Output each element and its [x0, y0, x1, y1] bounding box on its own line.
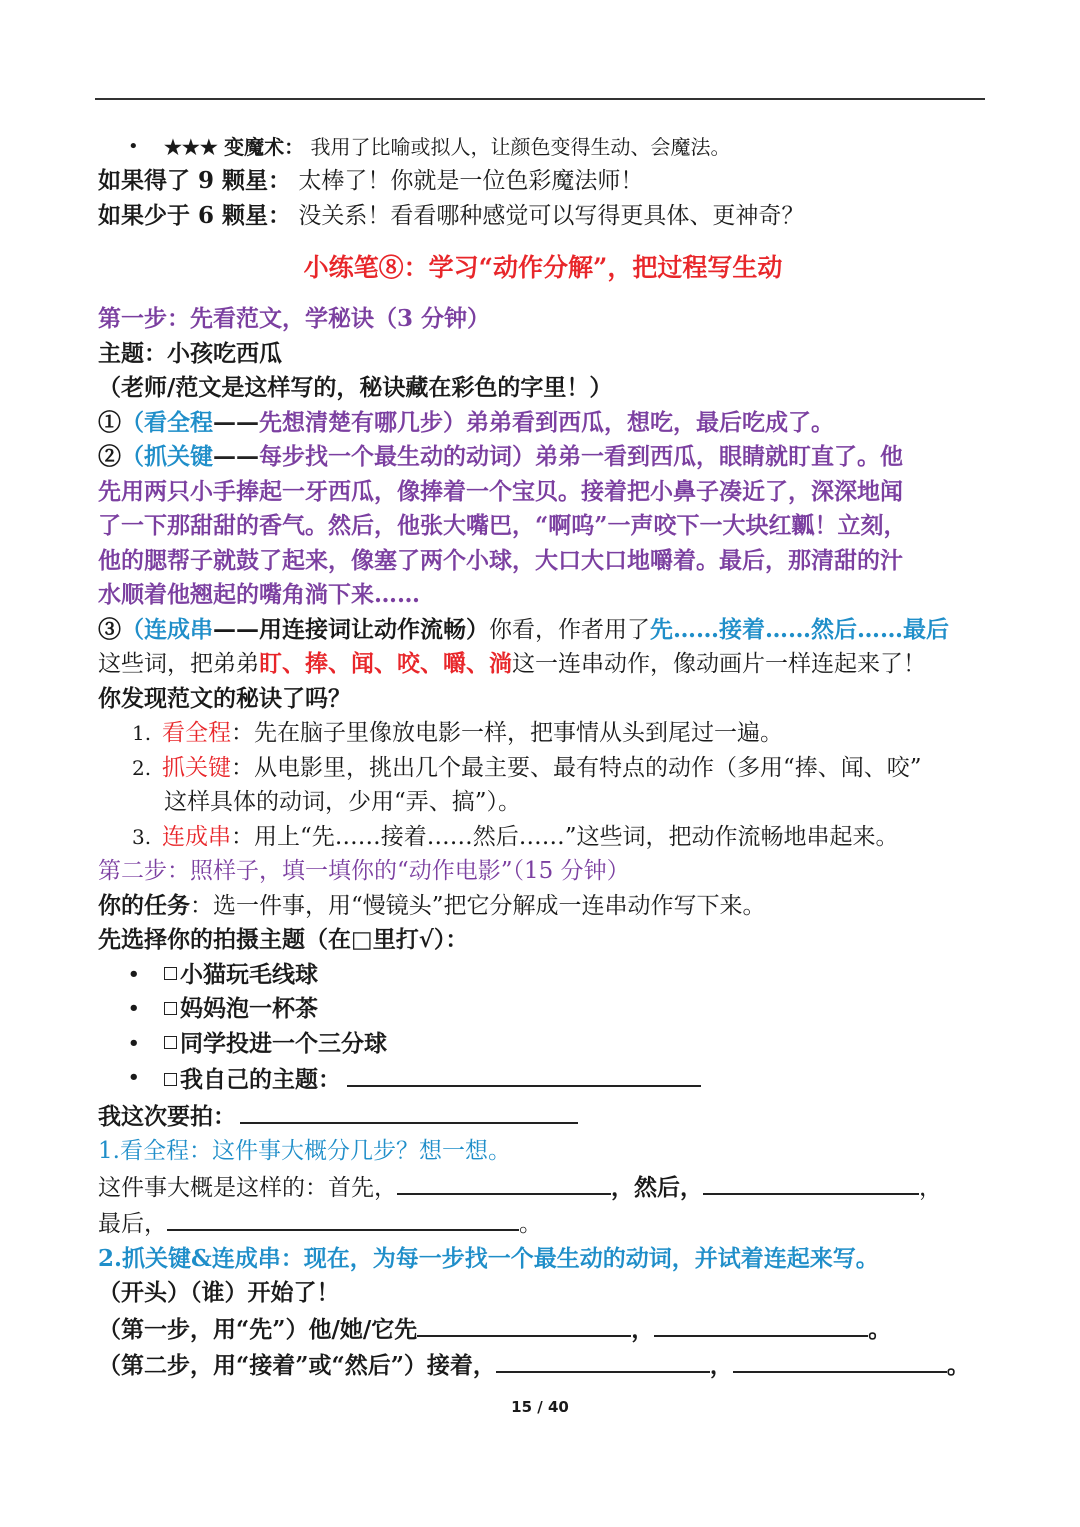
p1-close: ） [443, 408, 466, 436]
p2-open: （ [121, 443, 144, 470]
step2-blank-a[interactable] [496, 1347, 710, 1373]
rating-text: 我用了比喻或拟人，让颜色变得生动、会魔法。 [310, 135, 731, 159]
option-basketball[interactable] [98, 1027, 988, 1062]
secret-text: ：用上“先……接着……然后……”这些词，把动作流畅地串起来。 [231, 823, 899, 850]
choose-theme-line: 先选择你的拍摄主题（在□里打√）： [98, 926, 469, 953]
p1-text: 弟弟看到西瓜，想吃，最后吃成了。 [466, 408, 834, 436]
p3-open: （ [121, 615, 144, 643]
sub2-comma: ， [631, 1315, 655, 1343]
if6-label: 如果少于 6 颗星： [98, 201, 292, 229]
p2-line: 他的腮帮子就鼓了起来，像塞了两个小球，大口大口地嚼着。最后，那清甜的汁 [98, 546, 903, 574]
sub2-first [98, 1311, 988, 1348]
step1-theme: 主题：小孩吃西瓜 [98, 339, 282, 367]
step2-heading: 第二步：照样子，填一填你的“动作电影”（15 分钟） [98, 858, 630, 884]
p3-text3: 这一连串动作，像动画片一样连起来了！ [512, 651, 926, 677]
secret-item-3 [98, 820, 988, 855]
step2-blank-b[interactable] [733, 1347, 947, 1373]
p2-hint: 每步找一个最生动的动词 [259, 443, 512, 470]
sub2-second [98, 1347, 988, 1384]
p1-hint: 先想清楚有哪几步 [259, 408, 443, 436]
option-own[interactable] [98, 1061, 988, 1098]
secret-key: 连成串 [162, 823, 231, 850]
p3-text1: 你看，作者用了 [489, 616, 650, 643]
secret-key: 看全程 [162, 720, 231, 746]
worksheet-page [98, 130, 988, 1384]
page-title: 小练笔⑧：学习“动作分解”，把过程写生动 [303, 253, 783, 282]
if9-text: 太棒了！你就是一位色彩魔法师！ [298, 168, 644, 194]
sub2-comma: ， [709, 1352, 733, 1379]
sample-p2 [98, 440, 988, 475]
sub2-first-label: （第一步，用“先”）他/她/它先 [98, 1315, 418, 1343]
last-blank[interactable] [167, 1205, 519, 1231]
rating-line-magic [98, 130, 988, 164]
then-blank[interactable] [703, 1169, 919, 1195]
option-tea[interactable] [98, 992, 988, 1027]
secret-key: 抓关键 [162, 754, 231, 781]
secret-text: ：从电影里，挑出几个最主要、最有特点的动作（多用“捧、闻、咬” [231, 754, 922, 781]
first-blank[interactable] [397, 1169, 611, 1195]
secret-item-2-cont: 这样具体的动词，少用“弄、搞”）。 [164, 789, 522, 815]
checkbox-icon[interactable] [164, 967, 177, 980]
sample-p3-cont [98, 647, 988, 682]
stars: ★★★ [164, 135, 218, 159]
option-label: 妈妈泡一杯茶 [180, 995, 318, 1022]
secret-num: 1. [132, 721, 152, 745]
sub2-heading: 2.抓关键&连成串：现在，为每一步找一个最生动的动词，并试着连起来写。 [98, 1244, 879, 1272]
secret-question: 你发现范文的秘诀了吗？ [98, 684, 351, 712]
secret-num: 3. [132, 824, 152, 849]
sub2-period: 。 [946, 1352, 970, 1379]
sub1-last: 最后， [98, 1211, 167, 1237]
sub1-period: 。 [519, 1211, 542, 1237]
p3-hint: 用连接词让动作流畅 [259, 615, 466, 643]
step1-blank-a[interactable] [417, 1311, 631, 1337]
sub1-comma: ， [919, 1174, 942, 1201]
option-label: 同学投进一个三分球 [180, 1029, 387, 1057]
p2-key: 抓关键 [144, 443, 213, 470]
shoot-line [98, 1098, 988, 1135]
secret-item-2 [98, 751, 988, 786]
p3-verbs: 盯、捧、闻、咬、嚼、淌 [259, 650, 512, 677]
p3-connectors: 先……接着……然后……最后 [650, 615, 949, 643]
p1-open: （ [121, 408, 144, 436]
secret-text: ：先在脑子里像放电影一样，把事情从头到尾过一遍。 [231, 720, 783, 746]
secret-num: 2. [132, 755, 152, 780]
rating-label: 变魔术： [224, 135, 305, 159]
if6-text: 没关系！看看哪种感觉可以写得更具体、更神奇？ [298, 202, 805, 229]
p2-dash: —— [213, 443, 259, 470]
page-number: 15 / 40 [511, 1398, 569, 1416]
p2-num: ② [98, 443, 121, 470]
sub1-line1 [98, 1169, 988, 1206]
if9-label: 如果得了 9 颗星： [98, 167, 292, 194]
p2-close: ） [512, 443, 535, 470]
sample-p3 [98, 613, 988, 648]
task-text: ：选一件事，用“慢镜头”把它分解成一连串动作写下来。 [190, 892, 766, 919]
sub1-heading: 1.看全程：这件事大概分几步？想一想。 [98, 1138, 511, 1164]
p3-key: 连成串 [144, 615, 213, 643]
checkbox-icon[interactable] [164, 1073, 177, 1086]
sub1-line2 [98, 1205, 988, 1242]
rating-if-9 [98, 164, 988, 199]
p3-num: ③ [98, 615, 121, 643]
step1-heading: 第一步：先看范文，学秘诀（3 分钟） [98, 305, 491, 332]
p1-num: ① [98, 408, 121, 436]
sub1-first: 这件事大概是这样的：首先， [98, 1174, 397, 1201]
rating-if-6 [98, 199, 988, 234]
own-theme-blank[interactable] [347, 1061, 701, 1087]
sub2-second-label: （第二步，用“接着”或“然后”）接着， [98, 1352, 496, 1379]
secret-item-1 [98, 716, 988, 751]
shoot-label: 我这次要拍： [98, 1102, 236, 1130]
header-rule [95, 98, 985, 100]
p1-dash: —— [213, 408, 259, 436]
sub2-period: 。 [868, 1315, 892, 1343]
p3-text2: 这些词，把弟弟 [98, 651, 259, 677]
step1-blank-b[interactable] [654, 1311, 868, 1337]
task-line [98, 889, 988, 924]
p2-line: 水顺着他翘起的嘴角淌下来…… [98, 581, 420, 608]
p1-key: 看全程 [144, 408, 213, 436]
p3-dash: —— [213, 615, 259, 643]
task-label: 你的任务 [98, 891, 190, 919]
sub2-open: （开头）（谁）开始了！ [98, 1279, 340, 1306]
step1-note: （老师/范文是这样写的，秘诀藏在彩色的字里！） [98, 374, 613, 401]
p2-line: 弟弟一看到西瓜，眼睛就盯直了。他 [535, 443, 903, 470]
p2-line: 了一下那甜甜的香气。然后，他张大嘴巴，“啊呜”一声咬下一大块红瓤！立刻， [98, 512, 907, 539]
shoot-blank[interactable] [240, 1098, 578, 1124]
checkbox-icon[interactable] [164, 1002, 177, 1015]
option-label: 我自己的主题： [180, 1066, 341, 1093]
sub1-then: ，然后， [611, 1173, 703, 1201]
sample-p1 [98, 406, 988, 441]
checkbox-icon[interactable] [164, 1036, 177, 1049]
option-label: 小猫玩毛线球 [180, 960, 318, 988]
p3-close: ） [466, 615, 489, 643]
option-cat[interactable] [98, 958, 988, 993]
p2-line: 先用两只小手捧起一牙西瓜，像捧着一个宝贝。接着把小鼻子凑近了，深深地闻 [98, 477, 903, 505]
